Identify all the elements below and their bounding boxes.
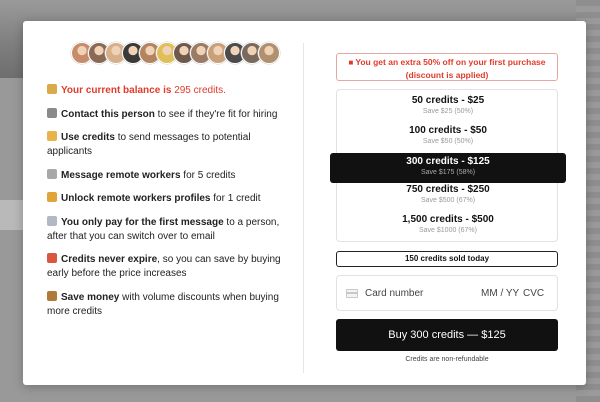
plan-savings: Save $175 (58%) xyxy=(420,169,476,176)
promo-subtext: (discount is applied) xyxy=(405,70,489,80)
balance-label: Your current balance is xyxy=(61,85,172,96)
wallet-icon xyxy=(47,84,57,94)
benefit-bold: You only pay for the first message xyxy=(61,216,224,228)
first-purchase-promo xyxy=(336,53,558,81)
benefit-bold: Contact this person xyxy=(61,108,155,120)
benefit-icon xyxy=(47,253,57,263)
benefit-item xyxy=(47,169,297,183)
plan-name: 750 credits - $250 xyxy=(406,184,490,195)
benefit-item xyxy=(47,192,297,206)
plan-savings: Save $25 (50%) xyxy=(422,108,474,115)
balance-value: 295 credits. xyxy=(174,85,226,96)
worker-avatar xyxy=(258,42,280,64)
benefit-item xyxy=(47,291,297,319)
benefit-bold: Unlock remote workers profiles xyxy=(61,193,211,204)
credit-card-icon xyxy=(346,289,358,298)
plan-savings: Save $50 (50%) xyxy=(422,138,474,145)
plan-name: 100 credits - $50 xyxy=(409,125,487,136)
credit-plan-option[interactable] xyxy=(337,125,559,155)
benefit-text: to send messages to potential applicants xyxy=(47,132,251,157)
benefit-icon xyxy=(47,108,57,118)
benefit-bold: Use credits xyxy=(61,132,115,143)
balance-line xyxy=(47,84,297,98)
worker-avatars xyxy=(71,42,280,66)
card-expiry-field[interactable]: MM / YY xyxy=(481,288,520,299)
benefit-item xyxy=(47,216,297,244)
plan-savings: Save $1000 (67%) xyxy=(419,227,477,234)
benefit-icon xyxy=(47,192,57,202)
plan-savings: Save $500 (67%) xyxy=(420,197,476,204)
credit-plan-option[interactable] xyxy=(337,184,559,214)
sold-today-badge: 150 credits sold today xyxy=(336,251,558,267)
benefit-text: with volume discounts when buying more credits xyxy=(47,291,279,317)
benefit-icon xyxy=(47,131,57,141)
card-cvc-field[interactable]: CVC xyxy=(523,288,545,299)
buy-credits-button[interactable]: Buy 300 credits — $125 xyxy=(336,319,558,351)
promo-text: You get an extra 50% off on your first purchase xyxy=(355,57,546,67)
gift-icon: ■ xyxy=(348,58,354,67)
benefit-bold: Credits never expire xyxy=(61,254,158,265)
benefit-icon xyxy=(47,169,57,179)
plan-name: 300 credits - $125 xyxy=(406,156,490,167)
benefit-item xyxy=(47,253,297,281)
benefit-text: to see if they're fit for hiring xyxy=(154,108,278,120)
benefit-bold: Save money xyxy=(61,291,120,303)
card-number-field[interactable]: Card number xyxy=(365,288,424,299)
benefit-text: for 5 credits xyxy=(180,169,236,181)
column-divider xyxy=(303,43,304,373)
refund-note: Credits are non-refundable xyxy=(405,356,489,363)
benefit-icon xyxy=(47,216,57,226)
benefits-list xyxy=(47,84,297,328)
benefit-bold: Message remote workers xyxy=(61,169,181,181)
benefit-text: to a person, after that you can switch over to email xyxy=(47,216,280,242)
credit-plan-option[interactable] xyxy=(337,214,559,244)
credit-plan-option[interactable] xyxy=(330,153,566,183)
benefit-item xyxy=(47,108,297,122)
plan-name: 50 credits - $25 xyxy=(411,95,485,106)
background-fragment xyxy=(0,200,24,230)
benefit-text: , so you can save by buying early before the price increases xyxy=(47,254,281,279)
benefit-item xyxy=(47,131,297,159)
plan-name: 1,500 credits - $500 xyxy=(402,214,494,225)
credit-plan-option[interactable] xyxy=(337,95,559,125)
benefit-text: for 1 credit xyxy=(210,193,261,204)
buy-credits-modal xyxy=(23,21,586,385)
card-input[interactable] xyxy=(336,275,558,311)
credit-plans xyxy=(336,89,558,242)
benefit-icon xyxy=(47,291,57,301)
